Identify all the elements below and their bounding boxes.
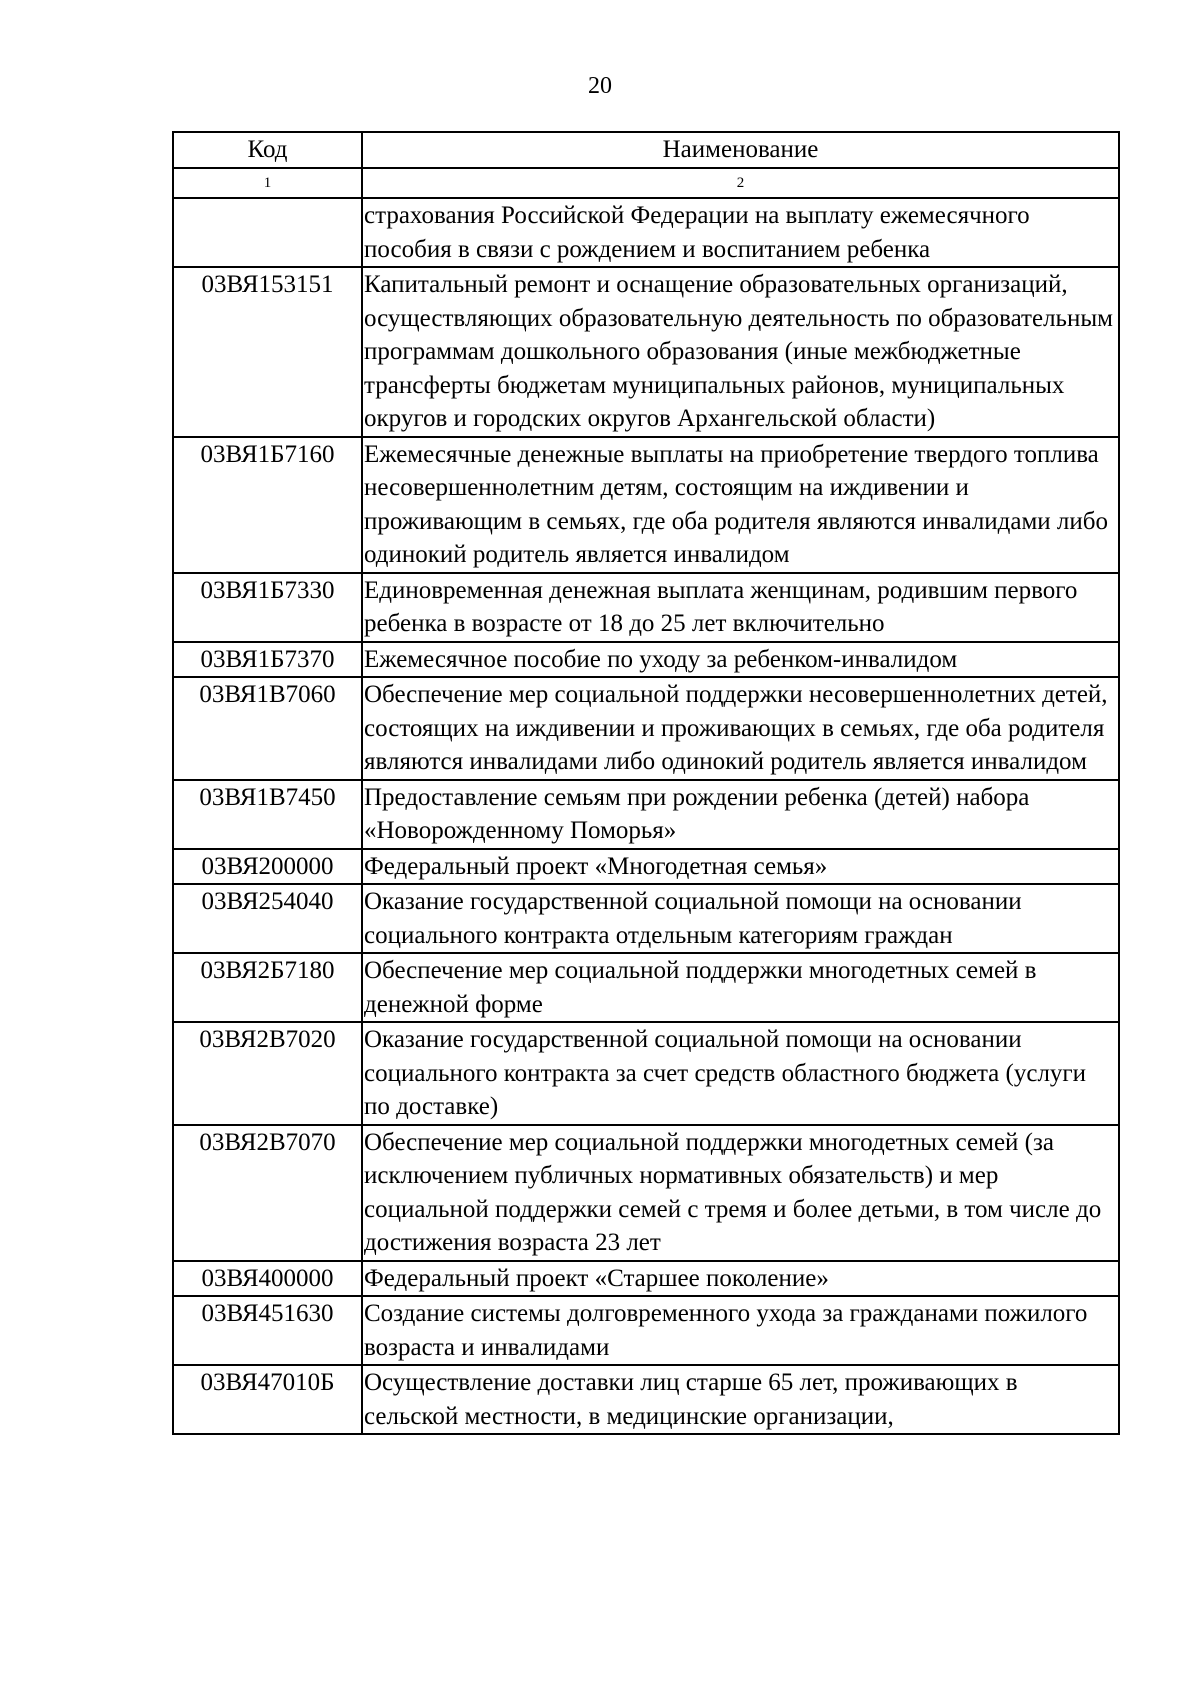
table-row [173, 884, 1119, 953]
page-number: 20 [588, 73, 612, 99]
table-row [173, 437, 1119, 573]
row-code: 03ВЯ400000 [173, 1261, 362, 1297]
row-name: Предоставление семьям при рождении ребенка (детей) набора «Новорожденному Поморья» [362, 780, 1119, 849]
table-row [173, 677, 1119, 780]
row-code: 03ВЯ1Б7370 [173, 642, 362, 678]
row-code: 03ВЯ2В7020 [173, 1022, 362, 1125]
table-row [173, 1296, 1119, 1365]
table-row [173, 1365, 1119, 1434]
row-code: 03ВЯ153151 [173, 267, 362, 437]
table-row [173, 267, 1119, 437]
row-code: 03ВЯ254040 [173, 884, 362, 953]
row-code: 03ВЯ200000 [173, 849, 362, 885]
table-row [173, 953, 1119, 1022]
row-name: Обеспечение мер социальной поддержки многодетных семей (за исключением публичных нормативных обязательств) и мер социальной поддержки семей с тремя и более детьми, в том числе до достижения возраста 23 лет [362, 1125, 1119, 1261]
row-code: 03ВЯ1Б7160 [173, 437, 362, 573]
row-code: 03ВЯ47010Б [173, 1365, 362, 1434]
row-code: 03ВЯ2Б7180 [173, 953, 362, 1022]
row-code: 03ВЯ1В7450 [173, 780, 362, 849]
row-code: 03ВЯ1Б7330 [173, 573, 362, 642]
row-name: Ежемесячное пособие по уходу за ребенком-инвалидом [362, 642, 1119, 678]
column-number-name: 2 [362, 168, 1119, 198]
row-name: Федеральный проект «Старшее поколение» [362, 1261, 1119, 1297]
row-name: Оказание государственной социальной помощи на основании социального контракта за счет средств областного бюджета (услуги по доставке) [362, 1022, 1119, 1125]
table-row [173, 198, 1119, 267]
budget-code-table [172, 131, 1120, 1435]
table-row [173, 1022, 1119, 1125]
table-row [173, 780, 1119, 849]
row-name: Создание системы долговременного ухода за гражданами пожилого возраста и инвалидами [362, 1296, 1119, 1365]
table-row [173, 573, 1119, 642]
row-name: Обеспечение мер социальной поддержки многодетных семей в денежной форме [362, 953, 1119, 1022]
row-code [173, 198, 362, 267]
column-number-code: 1 [173, 168, 362, 198]
table-row [173, 642, 1119, 678]
row-code: 03ВЯ1В7060 [173, 677, 362, 780]
table-row [173, 1125, 1119, 1261]
row-name: Федеральный проект «Многодетная семья» [362, 849, 1119, 885]
row-code: 03ВЯ451630 [173, 1296, 362, 1365]
table-row [173, 849, 1119, 885]
row-name: Ежемесячные денежные выплаты на приобретение твердого топлива несовершеннолетним детям, состоящим на иждивении и проживающим в семьях, где оба родителя являются инвалидами либо одинокий родитель является инвалидом [362, 437, 1119, 573]
column-header-name: Наименование [362, 132, 1119, 168]
row-name: Оказание государственной социальной помощи на основании социального контракта отдельным категориям граждан [362, 884, 1119, 953]
row-name: Капитальный ремонт и оснащение образовательных организаций, осуществляющих образовательную деятельность по образовательным программам дошкольного образования (иные межбюджетные трансферты бюджетам муниципальных районов, муниципальных округов и городских округов Архангельской области) [362, 267, 1119, 437]
row-name: Обеспечение мер социальной поддержки несовершеннолетних детей, состоящих на иждивении и проживающих в семьях, где оба родителя являются инвалидами либо одинокий родитель является инвалидом [362, 677, 1119, 780]
table-row [173, 1261, 1119, 1297]
column-number-row [173, 168, 1119, 198]
row-code: 03ВЯ2В7070 [173, 1125, 362, 1261]
table-body [173, 198, 1119, 1434]
table-header-row [173, 132, 1119, 168]
row-name: страхования Российской Федерации на выплату ежемесячного пособия в связи с рождением и воспитанием ребенка [362, 198, 1119, 267]
row-name: Единовременная денежная выплата женщинам, родившим первого ребенка в возрасте от 18 до 25 лет включительно [362, 573, 1119, 642]
column-header-code: Код [173, 132, 362, 168]
row-name: Осуществление доставки лиц старше 65 лет, проживающих в сельской местности, в медицинские организации, [362, 1365, 1119, 1434]
